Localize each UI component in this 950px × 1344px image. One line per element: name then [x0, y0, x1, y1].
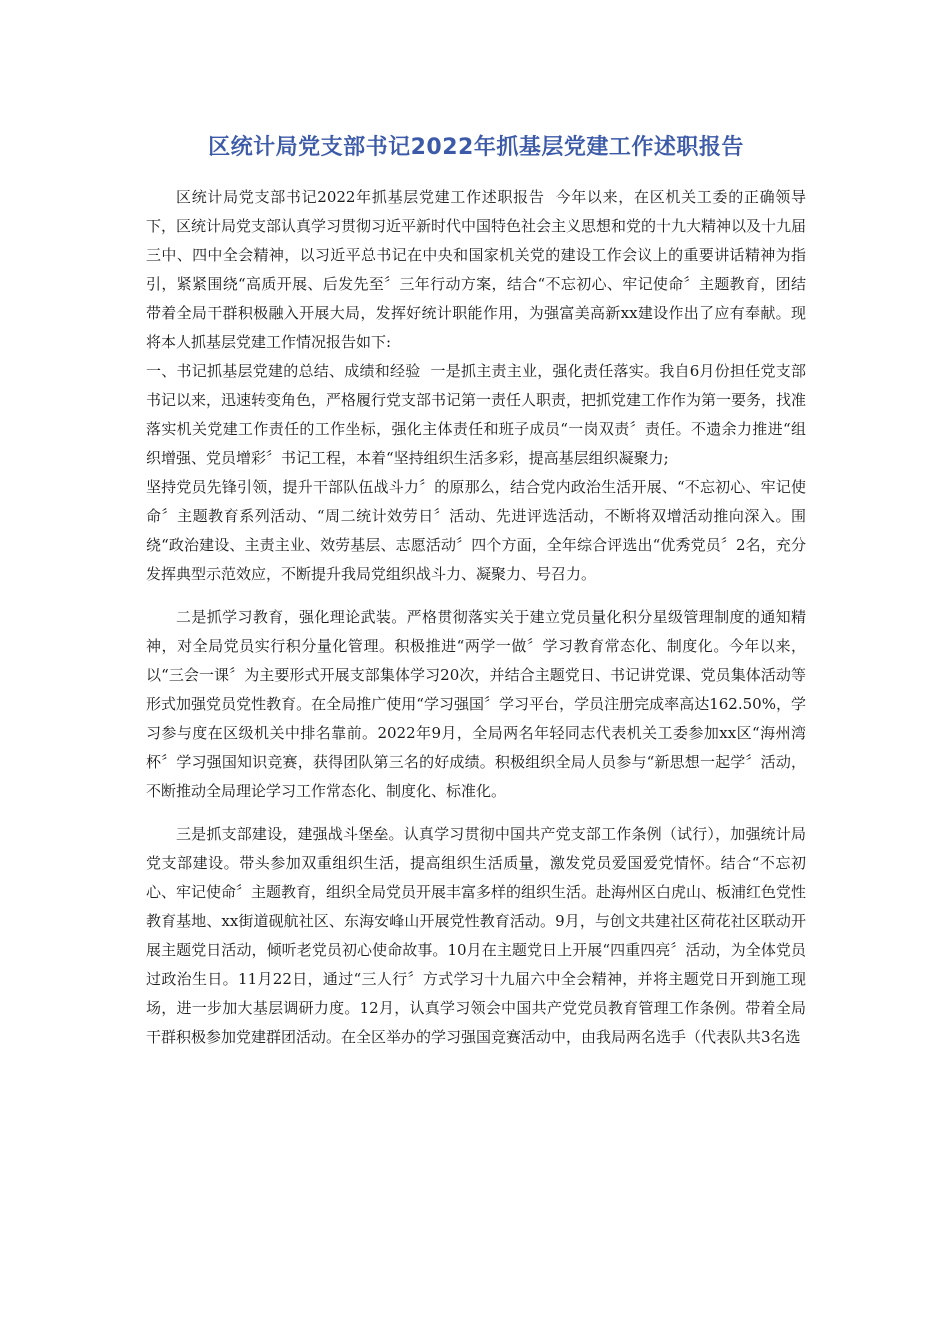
document-page [146, 130, 806, 1052]
document-title: 区统计局党支部书记2022年抓基层党建工作述职报告 [208, 135, 744, 160]
party-member-paragraph: 坚持党员先锋引领，提升干部队伍战斗力〞的原那么，结合党内政治生活开展、“不忘初心、牢记使命〞主题教育系列活动、“周二统计效劳日〞活动、先进评选活动，不断将双增活动推向深入。围绕“政治建设、主责主业、效劳基层、志愿活动〞四个方面，全年综合评选出“优秀党员〞2名，充分发挥典型示范效应，不断提升我局党组织战斗力、凝聚力、号召力。 [146, 478, 806, 583]
intro-paragraph: 区统计局党支部书记2022年抓基层党建工作述职报告 今年以来，在区机关工委的正确领导下，区统计局党支部认真学习贯彻习近平新时代中国特色社会主义思想和党的十九大精神以及十九届三中、四中全会精神，以习近平总书记在中央和国家机关党的建设工作会议上的重要讲话精神为指引，紧紧围绕“高质开展、后发先至〞三年行动方案，结合“不忘初心、牢记使命〞主题教育，团结带着全局干群积极融入开展大局，发挥好统计职能作用，为强富美高新xx建设作出了应有奉献。现将本人抓基层党建工作情况报告如下: [146, 188, 807, 351]
study-education-paragraph: 二是抓学习教育，强化理论武装。严格贯彻落实关于建立党员量化积分星级管理制度的通知精神，对全局党员实行积分量化管理。积极推进“两学一做〞学习教育常态化、制度化。今年以来，以“三会一课〞为主要形式开展支部集体学习20次，并结合主题党日、书记讲党课、党员集体活动等形式加强党员党性教育。在全局推广使用“学习强国〞学习平台，学员注册完成率高达162.50%，学习参与度在区级机关中排名靠前。2022年9月，全局两名年轻同志代表机关工委参加xx区“海州湾杯〞学习强国知识竞赛，获得团队第三名的好成绩。积极组织全局人员参与“新思想一起学〞活动，不断推动全局理论学习工作常态化、制度化、标准化。 [146, 608, 806, 800]
branch-building-paragraph: 三是抓支部建设，建强战斗堡垒。认真学习贯彻中国共产党支部工作条例（试行），加强统计局党支部建设。带头参加双重组织生活，提高组织生活质量，激发党员爱国爱党情怀。结合“不忘初心、牢记使命〞主题教育，组织全局党员开展丰富多样的组织生活。赴海州区白虎山、板浦红色党性教育基地、xx街道砚航社区、东海安峰山开展党性教育活动。9月，与创文共建社区荷花社区联动开展主题党日活动，倾听老党员初心使命故事。10月在主题党日上开展“四重四亮〞活动，为全体党员过政治生日。11月22日，通过“三人行〞方式学习十九届六中全会精神，并将主题党日开到施工现场，进一步加大基层调研力度。12月，认真学习领会中国共产党党员教育管理工作条例。带着全局干群积极参加党建群团活动。在全区举办的学习强国竞赛活动中，由我局两名选手（代表队共3名选 [146, 825, 807, 1046]
section-one-paragraph: 一、书记抓基层党建的总结、成绩和经验 一是抓主责主业，强化责任落实。我自6月份担任党支部书记以来，迅速转变角色，严格履行党支部书记第一责任人职责，把抓党建工作作为第一要务，找准落实机关党建工作责任的工作坐标，强化主体责任和班子成员“一岗双责〞责任。不遗余力推进“组织增强、党员增彩〞书记工程，本着“坚持组织生活多彩，提高基层组织凝聚力; [146, 362, 807, 467]
